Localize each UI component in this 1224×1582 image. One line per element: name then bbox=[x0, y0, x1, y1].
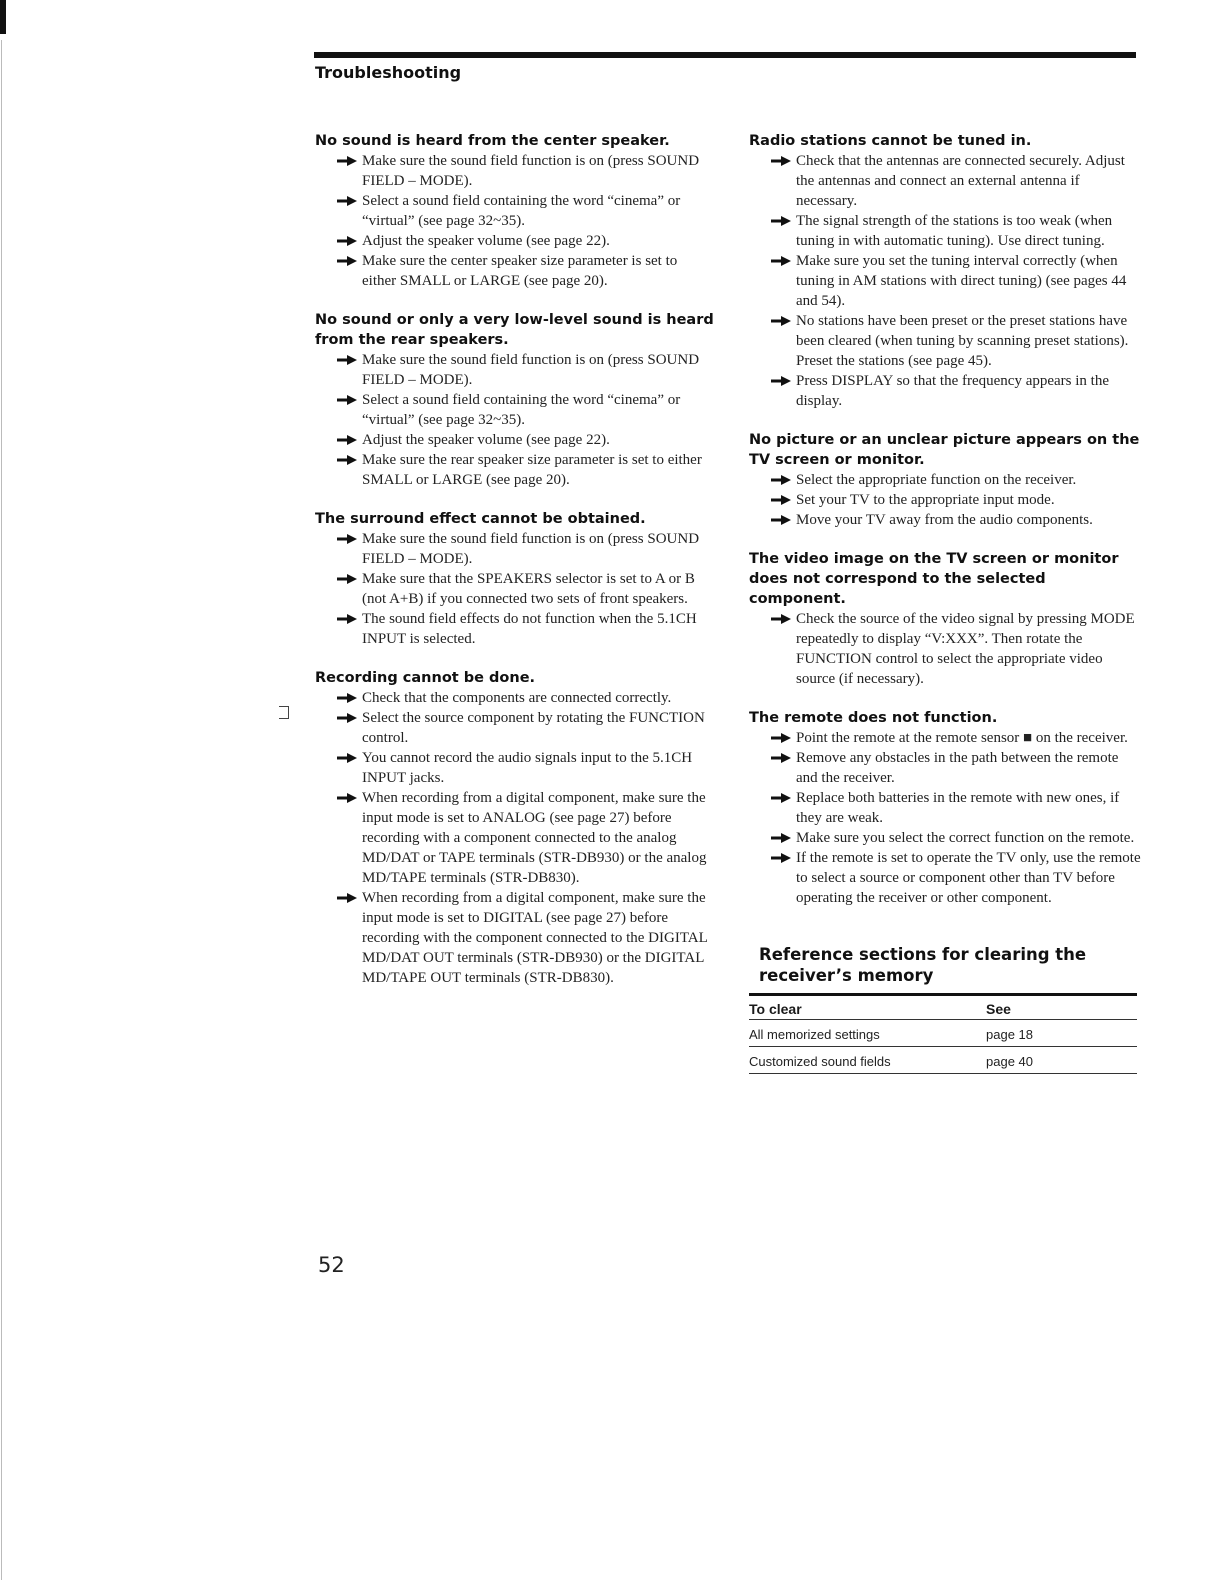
solution-text: Select the source component by rotating the FUNCTION control. bbox=[362, 710, 705, 746]
troubleshooting-block bbox=[315, 509, 715, 649]
block-title: The video image on the TV screen or monitor does not correspond to the selected component. bbox=[749, 551, 1119, 607]
arrow-right-icon bbox=[771, 470, 793, 490]
troubleshooting-block bbox=[749, 430, 1141, 530]
arrow-right-icon bbox=[337, 788, 359, 808]
reference-header-see: See bbox=[986, 995, 1137, 1020]
arrow-right-icon bbox=[337, 529, 359, 549]
reference-cell-page: page 18 bbox=[986, 1020, 1137, 1047]
arrow-right-icon bbox=[771, 728, 793, 748]
list-item bbox=[315, 151, 715, 191]
solution-text: The sound field effects do not function when the 5.1CH INPUT is selected. bbox=[362, 611, 697, 647]
list-item bbox=[315, 251, 715, 291]
solution-list bbox=[315, 688, 715, 988]
arrow-right-icon bbox=[771, 848, 793, 868]
reference-header-to-clear: To clear bbox=[749, 995, 986, 1020]
right-column bbox=[749, 131, 1141, 1074]
solution-list bbox=[749, 151, 1141, 411]
list-item bbox=[749, 609, 1141, 689]
arrow-right-icon bbox=[337, 231, 359, 251]
arrow-right-icon bbox=[771, 609, 793, 629]
list-item bbox=[315, 430, 715, 450]
solution-text: When recording from a digital component, make sure the input mode is set to DIGITAL (see page 27) before recording with the component connected to the DIGITAL MD/DAT OUT terminals (STR-DB930) or the DIGITAL MD/TAPE OUT terminals (STR-DB830). bbox=[362, 890, 708, 986]
section-title: Troubleshooting bbox=[315, 63, 462, 82]
list-item bbox=[315, 609, 715, 649]
solution-list bbox=[315, 151, 715, 291]
solution-text: Adjust the speaker volume (see page 22). bbox=[362, 233, 610, 249]
reference-title: Reference sections for clearing the receiver’s memory bbox=[759, 945, 1087, 985]
troubleshooting-block bbox=[749, 549, 1141, 689]
left-column bbox=[315, 131, 715, 1007]
arrow-right-icon bbox=[337, 430, 359, 450]
list-item bbox=[315, 390, 715, 430]
solution-text: Make sure that the SPEAKERS selector is set to A or B (not A+B) if you connected two sets of front speakers. bbox=[362, 571, 695, 607]
troubleshooting-block bbox=[315, 131, 715, 291]
solution-list bbox=[315, 350, 715, 490]
solution-list bbox=[315, 529, 715, 649]
header-rule bbox=[314, 52, 1136, 58]
arrow-right-icon bbox=[337, 450, 359, 470]
list-item bbox=[315, 529, 715, 569]
solution-text: Make sure the sound field function is on (press SOUND FIELD – MODE). bbox=[362, 153, 700, 189]
solution-text: Point the remote at the remote sensor ■ on the receiver. bbox=[796, 730, 1128, 746]
solution-text: Make sure the sound field function is on (press SOUND FIELD – MODE). bbox=[362, 531, 700, 567]
right-column-blocks bbox=[749, 131, 1141, 908]
arrow-right-icon bbox=[771, 788, 793, 808]
solution-text: Make sure the rear speaker size parameter is set to either SMALL or LARGE (see page 20). bbox=[362, 452, 702, 488]
arrow-right-icon bbox=[337, 151, 359, 171]
solution-text: Replace both batteries in the remote with new ones, if they are weak. bbox=[796, 790, 1120, 826]
solution-list bbox=[749, 470, 1141, 530]
arrow-right-icon bbox=[771, 510, 793, 530]
list-item bbox=[749, 748, 1141, 788]
arrow-right-icon bbox=[771, 151, 793, 171]
list-item bbox=[749, 371, 1141, 411]
block-title: The surround effect cannot be obtained. bbox=[315, 511, 646, 527]
list-item bbox=[749, 728, 1141, 748]
solution-text: No stations have been preset or the preset stations have been cleared (when tuning by scanning preset stations). Preset the stations (see page 45). bbox=[796, 313, 1129, 369]
list-item bbox=[749, 788, 1141, 828]
list-item bbox=[315, 569, 715, 609]
arrow-right-icon bbox=[337, 350, 359, 370]
solution-text: Set your TV to the appropriate input mode. bbox=[796, 492, 1055, 508]
arrow-right-icon bbox=[337, 569, 359, 589]
block-title: Radio stations cannot be tuned in. bbox=[749, 133, 1032, 149]
solution-text: Move your TV away from the audio components. bbox=[796, 512, 1093, 528]
list-item bbox=[315, 708, 715, 748]
page-number: 52 bbox=[318, 1253, 345, 1277]
list-item bbox=[315, 688, 715, 708]
troubleshooting-block bbox=[315, 668, 715, 988]
solution-text: Select the appropriate function on the receiver. bbox=[796, 472, 1077, 488]
solution-text: Remove any obstacles in the path between the remote and the receiver. bbox=[796, 750, 1119, 786]
list-item bbox=[315, 231, 715, 251]
solution-text: Select a sound field containing the word “cinema” or “virtual” (see page 32~35). bbox=[362, 193, 681, 229]
arrow-right-icon bbox=[337, 609, 359, 629]
scan-edge-line bbox=[1, 40, 2, 1580]
list-item bbox=[749, 828, 1141, 848]
solution-list bbox=[749, 728, 1141, 908]
arrow-right-icon bbox=[337, 251, 359, 271]
list-item bbox=[315, 191, 715, 231]
arrow-right-icon bbox=[337, 888, 359, 908]
list-item bbox=[315, 888, 715, 988]
block-title: The remote does not function. bbox=[749, 710, 998, 726]
solution-text: Make sure you select the correct function on the remote. bbox=[796, 830, 1135, 846]
block-title: Recording cannot be done. bbox=[315, 670, 536, 686]
table-row bbox=[749, 1020, 1137, 1047]
arrow-right-icon bbox=[771, 748, 793, 768]
list-item bbox=[749, 470, 1141, 490]
troubleshooting-block bbox=[749, 708, 1141, 908]
solution-text: Adjust the speaker volume (see page 22). bbox=[362, 432, 610, 448]
solution-text: Make sure the center speaker size parameter is set to either SMALL or LARGE (see page 20). bbox=[362, 253, 678, 289]
solution-text: Check that the antennas are connected securely. Adjust the antennas and connect an external antenna if necessary. bbox=[796, 153, 1125, 209]
margin-bracket-mark bbox=[279, 706, 289, 719]
arrow-right-icon bbox=[771, 211, 793, 231]
troubleshooting-block bbox=[749, 131, 1141, 411]
arrow-right-icon bbox=[771, 371, 793, 391]
arrow-right-icon bbox=[337, 708, 359, 728]
solution-text: The signal strength of the stations is too weak (when tuning in with automatic tuning). Use direct tuning. bbox=[796, 213, 1113, 249]
list-item bbox=[749, 211, 1141, 251]
scan-edge-mark bbox=[0, 0, 6, 34]
arrow-right-icon bbox=[337, 390, 359, 410]
arrow-right-icon bbox=[771, 828, 793, 848]
list-item bbox=[749, 848, 1141, 908]
solution-text: Check that the components are connected correctly. bbox=[362, 690, 672, 706]
block-title: No sound is heard from the center speaker. bbox=[315, 133, 670, 149]
reference-table bbox=[749, 993, 1137, 1074]
list-item bbox=[315, 350, 715, 390]
list-item bbox=[749, 151, 1141, 211]
reference-cell-page: page 40 bbox=[986, 1047, 1137, 1074]
arrow-right-icon bbox=[771, 490, 793, 510]
reference-cell-item: Customized sound fields bbox=[749, 1047, 986, 1074]
solution-text: Select a sound field containing the word “cinema” or “virtual” (see page 32~35). bbox=[362, 392, 681, 428]
solution-text: Make sure the sound field function is on (press SOUND FIELD – MODE). bbox=[362, 352, 700, 388]
table-row bbox=[749, 1047, 1137, 1074]
list-item bbox=[749, 490, 1141, 510]
arrow-right-icon bbox=[771, 251, 793, 271]
list-item bbox=[315, 788, 715, 888]
solution-text: If the remote is set to operate the TV only, use the remote to select a source or component other than TV before operating the receiver or other component. bbox=[796, 850, 1141, 906]
list-item bbox=[315, 450, 715, 490]
solution-text: Make sure you set the tuning interval correctly (when tuning in AM stations with direct tuning) (see pages 44 and 54). bbox=[796, 253, 1127, 309]
block-title: No sound or only a very low-level sound is heard from the rear speakers. bbox=[315, 312, 714, 348]
reference-cell-item: All memorized settings bbox=[749, 1020, 986, 1047]
solution-text: Check the source of the video signal by pressing MODE repeatedly to display “V:XXX”. Then rotate the FUNCTION control to select the appropriate video source (if necessary). bbox=[796, 611, 1135, 687]
list-item bbox=[315, 748, 715, 788]
solution-text: Press DISPLAY so that the frequency appears in the display. bbox=[796, 373, 1109, 409]
list-item bbox=[749, 251, 1141, 311]
troubleshooting-block bbox=[315, 310, 715, 490]
arrow-right-icon bbox=[337, 688, 359, 708]
list-item bbox=[749, 311, 1141, 371]
arrow-right-icon bbox=[337, 191, 359, 211]
solution-list bbox=[749, 609, 1141, 689]
arrow-right-icon bbox=[771, 311, 793, 331]
list-item bbox=[749, 510, 1141, 530]
arrow-right-icon bbox=[337, 748, 359, 768]
solution-text: When recording from a digital component, make sure the input mode is set to ANALOG (see page 27) before recording with a component connected to the analog MD/DAT or TAPE terminals (STR-DB930) or the analog MD/TAPE terminals (STR-DB830). bbox=[362, 790, 707, 886]
solution-text: You cannot record the audio signals input to the 5.1CH INPUT jacks. bbox=[362, 750, 693, 786]
reference-header-row bbox=[749, 995, 1137, 1020]
block-title: No picture or an unclear picture appears on the TV screen or monitor. bbox=[749, 432, 1140, 468]
